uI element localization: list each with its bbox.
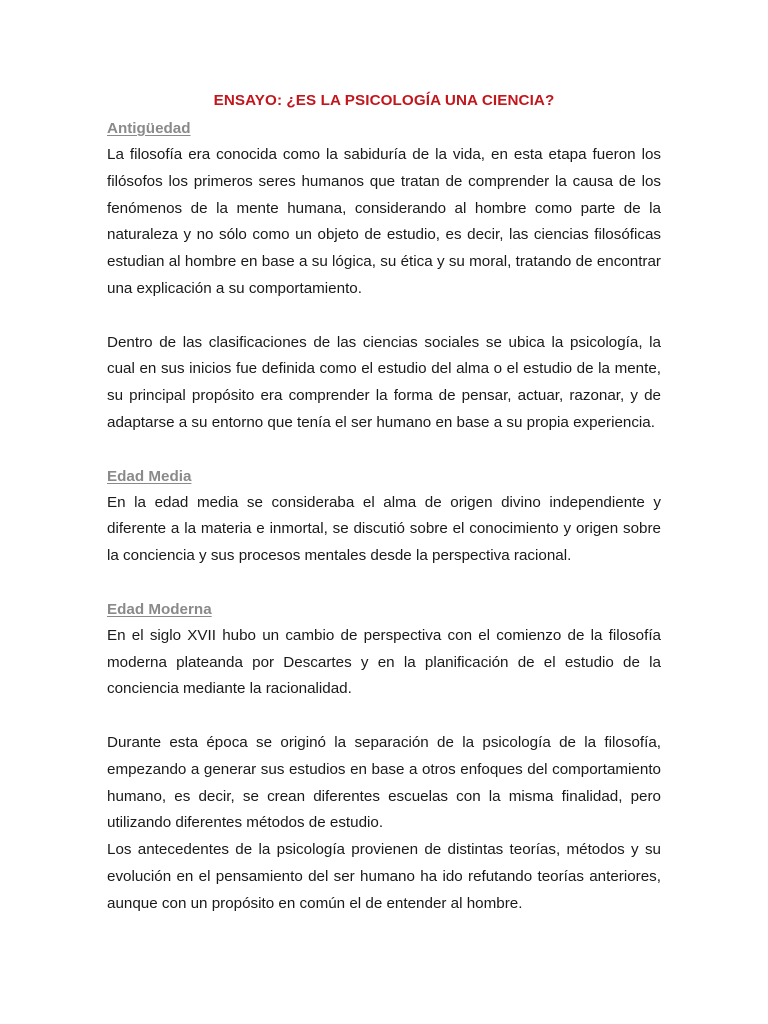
paragraph: Los antecedentes de la psicología provienen de distintas teorías, métodos y su evolución en el pensamiento del ser humano ha ido refutando teorías anteriores, aunque con un propósito en común el de entender al hombre. [107, 841, 661, 912]
document-page [107, 88, 661, 918]
section-heading-edad-moderna: Edad Moderna [107, 600, 212, 618]
document-title: ENSAYO: ¿ES LA PSICOLOGÍA UNA CIENCIA? [213, 92, 555, 109]
section-heading-edad-media: Edad Media [107, 467, 192, 485]
paragraph-spacer [107, 303, 661, 330]
paragraph: Durante esta época se originó la separación de la psicología de la filosofía, empezando a generar sus estudios en base a otros enfoques del comportamiento humano, es decir, se crean diferentes escuelas con la misma finalidad, pero utilizando diferentes métodos de estudio. [107, 733, 661, 832]
paragraph-spacer [107, 570, 661, 597]
section-heading-antiguedad: Antigüedad [107, 120, 191, 137]
paragraph-spacer [107, 703, 661, 730]
paragraph: En el siglo XVII hubo un cambio de perspectiva con el comienzo de la filosofía moderna plateanda por Descartes y en la planificación de el estudio de la conciencia mediante la racionalidad. [107, 626, 661, 698]
paragraph: Dentro de las clasificaciones de las ciencias sociales se ubica la psicología, la cual en sus inicios fue definida como el estudio del alma o el estudio de la mente, su principal propósito era comprender la forma de pensar, actuar, razonar, y de adaptarse a su entorno que tenía el ser humano en base a su propia experiencia. [107, 333, 661, 431]
paragraph: La filosofía era conocida como la sabiduría de la vida, en esta etapa fueron los filósofos los primeros seres humanos que tratan de comprender la causa de los fenómenos de la mente humana, considerando al hombre como parte de la naturaleza y no sólo como un objeto de estudio, es decir, las ciencias filosóficas estudian al hombre en base a su lógica, su ética y su moral, tratando de encontrar una explicación a su comportamiento. [107, 146, 661, 297]
paragraph: En la edad media se consideraba el alma de origen divino independiente y diferente a la materia e inmortal, se discutió sobre el conocimiento y origen sobre la conciencia y sus procesos mentales desde la perspectiva racional. [107, 493, 661, 565]
paragraph-spacer [107, 437, 661, 464]
